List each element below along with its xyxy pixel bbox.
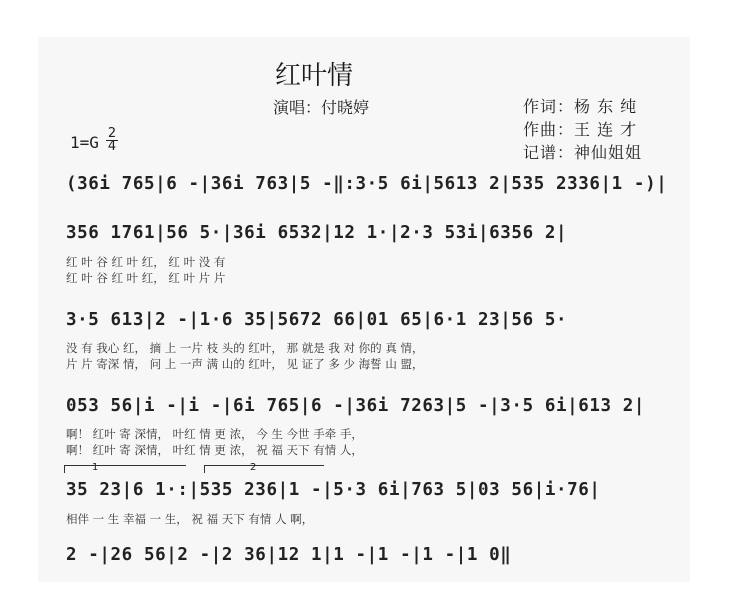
song-title: 红叶情	[275, 61, 354, 91]
time-signature-bottom: 4	[107, 139, 117, 154]
singer-credit: 演唱：付晓婷	[273, 98, 370, 117]
time-signature	[106, 128, 118, 153]
lyric-row-5-verse-1: 相伴 一 生 幸福 一 生， 祝 福 天下 有情 人 啊，	[66, 512, 314, 526]
notation-row-5: 35 23|6 1·:|535 236|1 -|5·3 6i|763 5|03 56|i·76|	[66, 480, 601, 500]
lyric-row-4-verse-2: 啊！ 红叶 寄 深情， 叶红 情 更 浓， 祝 福 天下 有情 人，	[66, 443, 363, 457]
lyric-row-4-verse-1: 啊！ 红叶 寄 深情， 叶红 情 更 浓， 今 生 今世 手牵 手，	[66, 427, 363, 441]
volta-number-2: 2	[250, 462, 257, 473]
notation-row-4: 053 56|i -|i -|6i 765|6 -|36i 7263|5 -|3·5 6i|613 2|	[66, 396, 646, 416]
lyric-row-2-verse-1: 红 叶 谷 红 叶 红， 红 叶 没 有	[66, 255, 226, 269]
key-signature: 1=G	[70, 133, 99, 152]
lyric-row-3-verse-1: 没 有 我心 红， 摘 上 一片 枝 头的 红叶， 那 就是 我 对 你的 真 情，	[66, 341, 424, 355]
lyric-row-2-verse-2: 红 叶 谷 红 叶 红， 红 叶 片 片	[66, 271, 226, 285]
lyric-row-3-verse-2: 片 片 寄深 情， 问 上 一声 满 山的 红叶， 见 证了 多 少 海誓 山 盟，	[66, 357, 424, 371]
transcriber-credit: 记谱：神仙姐姐	[523, 143, 643, 162]
volta-bracket-2-tick	[204, 465, 205, 473]
time-signature-top: 2	[107, 126, 117, 141]
notation-row-1: (36i 765|6 -|36i 763|5 -‖:3·5 6i|5613 2|535 2336|1 -)|	[66, 174, 668, 194]
volta-bracket-1-tick	[64, 465, 65, 473]
volta-number-1: 1	[92, 462, 99, 473]
notation-row-3: 3·5 613|2 -|1·6 35|5672 66|01 65|6·1 23|56 5·	[66, 310, 568, 330]
lyricist-credit: 作词：杨 东 纯	[523, 97, 638, 116]
volta-bracket-1	[64, 465, 186, 466]
notation-row-2: 356 1761|56 5·|36i 6532|12 1·|2·3 53i|6356 2|	[66, 223, 568, 243]
notation-row-6: 2 -|26 56|2 -|2 36|12 1|1 -|1 -|1 -|1 0‖	[66, 545, 512, 565]
volta-bracket-2	[204, 465, 324, 466]
composer-credit: 作曲：王 连 才	[523, 120, 638, 139]
